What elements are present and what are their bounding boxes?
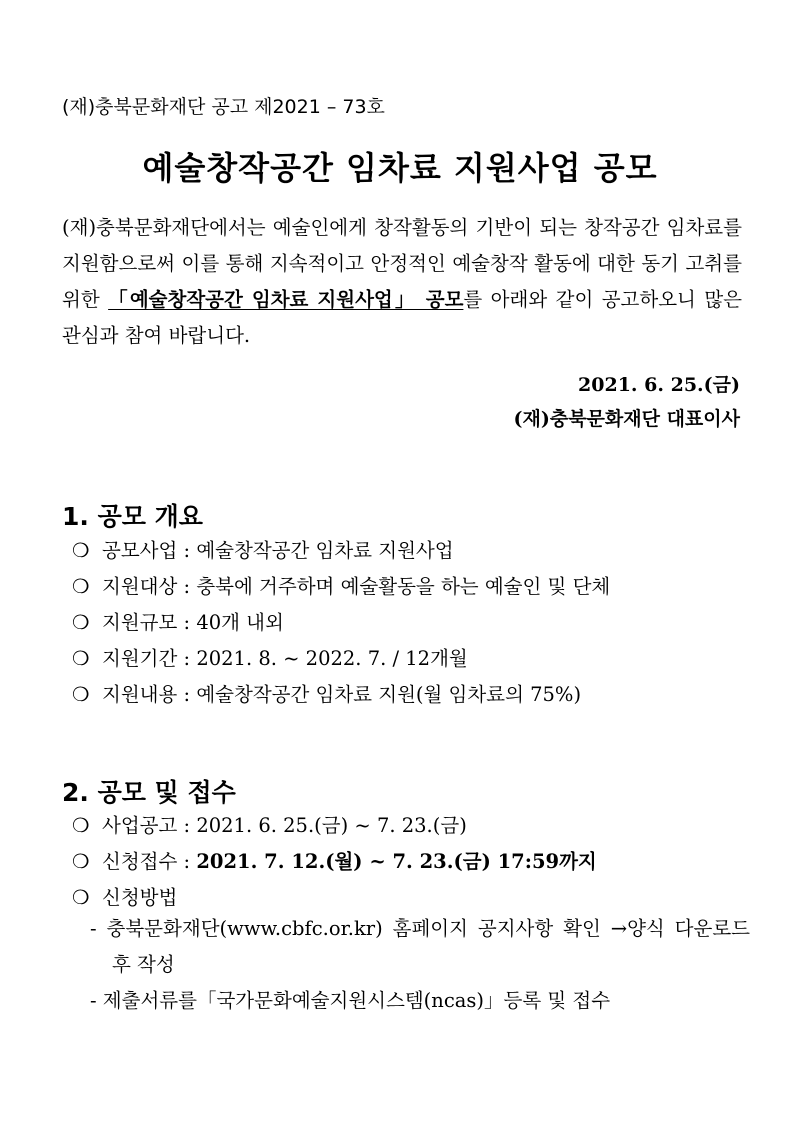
section-heading-overview: 1. 공모 개요 (62, 502, 203, 531)
bullet-icon: ❍ (72, 683, 90, 706)
overview-list (72, 533, 752, 713)
intro-text-1: (재)충북문화재단에서는 예술인에게 창작활동의 기반이 되는 창작공간 임차료를 지원함으로써 이를 통해 지속적이고 안정적인 예술창작 활동에 대한 동기 고취를 위한 (62, 216, 742, 311)
bullet-icon: ❍ (72, 814, 90, 837)
bullet-icon: ❍ (72, 886, 90, 909)
list-item: ❍ 지원대상 : 충북에 거주하며 예술활동을 하는 예술인 및 단체 (72, 569, 752, 605)
list-item: ❍ 공모사업 : 예술창작공간 임차료 지원사업 (72, 533, 752, 569)
list-item: ❍ 사업공고 : 2021. 6. 25.(금) ~ 7. 23.(금) (72, 808, 752, 844)
bullet-icon: ❍ (72, 611, 90, 634)
bullet-icon: ❍ (72, 647, 90, 670)
list-item: ❍ 지원기간 : 2021. 8. ~ 2022. 7. / 12개월 (72, 641, 752, 677)
list-item: ❍ 지원규모 : 40개 내외 (72, 605, 752, 641)
application-period-label: 신청접수 : (102, 850, 197, 873)
list-item (72, 844, 752, 880)
application-period: 2021. 7. 12.(월) ~ 7. 23.(금) 17:59까지 (196, 850, 597, 873)
bullet-icon: ❍ (72, 850, 90, 873)
notice-number: (재)충북문화재단 공고 제2021 – 73호 (62, 96, 385, 118)
intro-emphasis: 「예술창작공간 임차료 지원사업」 공모 (108, 288, 464, 311)
list-item: ❍ 지원내용 : 예술창작공간 임차료 지원(월 임차료의 75%) (72, 677, 752, 713)
application-method-list (90, 911, 750, 1019)
section-heading-application: 2. 공모 및 접수 (62, 778, 236, 807)
list-item: ❍ 신청방법 (72, 880, 752, 916)
document-title: 예술창작공간 임차료 지원사업 공모 (142, 149, 658, 187)
sub-list-item: - 충북문화재단(www.cbfc.or.kr) 홈페이지 공지사항 확인 →양식 다운로드 후 작성 (90, 917, 750, 976)
intro-text-2: 를 아래와 같이 공고하오니 많은 관심과 참여 바랍니다. (62, 288, 742, 347)
bullet-icon: ❍ (72, 575, 90, 598)
intro-paragraph (62, 210, 742, 354)
sub-list-item: - 제출서류를「국가문화예술지원시스템(ncas)」등록 및 접수 (90, 989, 611, 1012)
application-list (72, 808, 752, 916)
bullet-icon: ❍ (72, 539, 90, 562)
notice-date: 2021. 6. 25.(금) (578, 374, 740, 396)
issuer: (재)충북문화재단 대표이사 (513, 408, 740, 430)
